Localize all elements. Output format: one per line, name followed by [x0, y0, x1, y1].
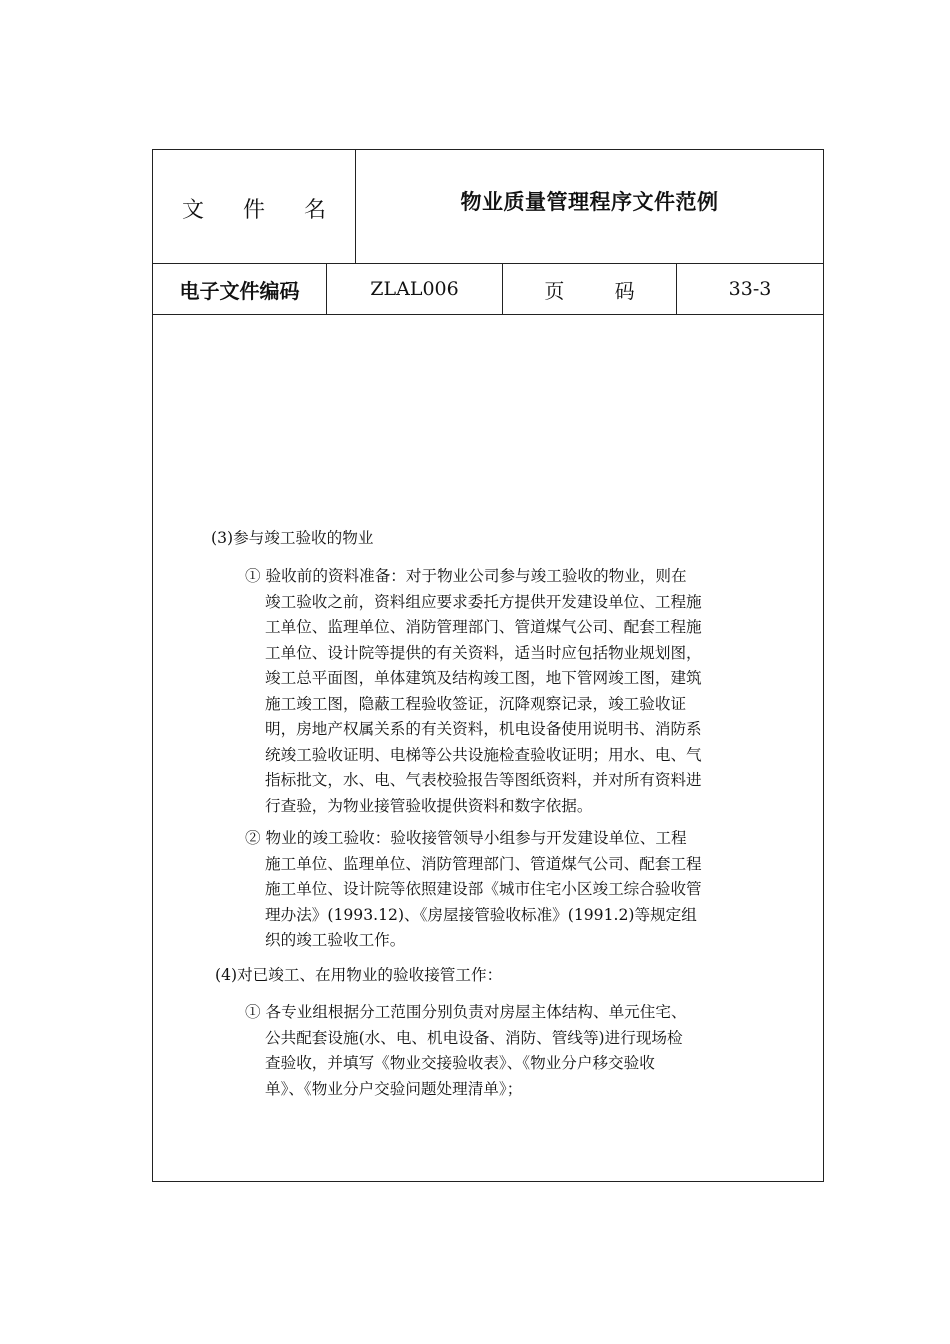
paragraph-line: 织的竣工验收工作。 — [265, 931, 406, 949]
paragraph-line: 工单位、监理单位、消防管理部门、管道煤气公司、配套工程施 — [265, 618, 702, 636]
paragraph-line: 指标批文，水、电、气表校验报告等图纸资料，并对所有资料进 — [265, 771, 702, 789]
page-label: 页 码 — [503, 264, 677, 314]
paragraph-line: 竣工验收之前，资料组应要求委托方提供开发建设单位、工程施 — [265, 592, 702, 611]
document-frame — [152, 149, 824, 1182]
section-4-item-1 — [245, 1000, 805, 1102]
page-value: 33-3 — [728, 278, 772, 300]
section-3-item-2 — [245, 826, 805, 954]
paragraph-line: 施工竣工图，隐蔽工程验收签证，沉降观察记录，竣工验收证 — [265, 694, 687, 713]
doc-name-label: 文 件 名 — [153, 150, 356, 263]
paragraph-line: 竣工总平面图，单体建筑及结构竣工图，地下管网竣工图，建筑 — [265, 669, 702, 687]
paragraph-line: 工单位、设计院等提供的有关资料，适当时应包括物业规划图， — [265, 643, 702, 662]
paragraph-line: 施工单位、监理单位、消防管理部门、管道煤气公司、配套工程 — [265, 854, 702, 873]
paragraph-line: 明，房地产权属关系的有关资料，机电设备使用说明书、消防系 — [265, 720, 702, 738]
section-4-heading: (4)对已竣工、在用物业的验收接管工作： — [215, 966, 503, 984]
code-value: ZLAL006 — [327, 264, 503, 314]
header-row-doc-name — [153, 150, 823, 264]
paragraph-line: 单》、《物业分户交验问题处理清单》； — [265, 1079, 523, 1098]
paragraph-line: ① 验收前的资料准备：对于物业公司参与竣工验收的物业，则在 — [245, 567, 687, 585]
section-3-heading: (3)参与竣工验收的物业 — [211, 529, 374, 547]
section-3-item-1 — [245, 564, 805, 819]
paragraph-line: 理办法》(1993.12)、《房屋接管验收标准》(1991.2)等规定组 — [265, 905, 697, 924]
paragraph-line: ② 物业的竣工验收：验收接管领导小组参与开发建设单位、工程 — [245, 829, 687, 847]
paragraph-line: 统竣工验收证明、电梯等公共设施检查验收证明；用水、电、气 — [265, 745, 702, 764]
header-row-code — [153, 264, 823, 315]
paragraph-line: 公共配套设施(水、电、机电设备、消防、管线等)进行现场检 — [265, 1028, 683, 1047]
doc-name-value: 物业质量管理程序文件范例 — [460, 190, 719, 214]
paragraph-line: 行查验，为物业接管验收提供资料和数字依据。 — [265, 796, 593, 815]
paragraph-line: 施工单位、设计院等依照建设部《城市住宅小区竣工综合验收管 — [265, 880, 702, 898]
paragraph-line: ① 各专业组根据分工范围分别负责对房屋主体结构、单元住宅、 — [245, 1003, 687, 1021]
code-label: 电子文件编码 — [153, 264, 327, 314]
paragraph-line: 查验收，并填写《物业交接验收表》、《物业分户移交验收 — [265, 1054, 655, 1072]
